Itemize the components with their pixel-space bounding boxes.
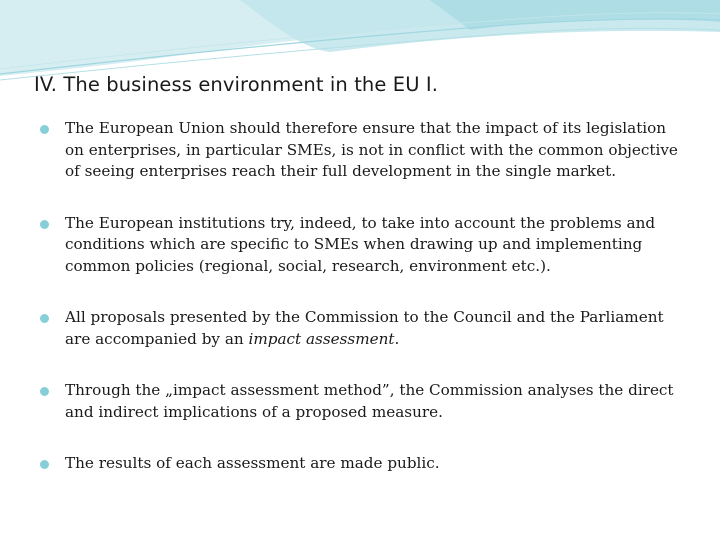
bullet-dot-icon	[40, 387, 49, 396]
bullet-item	[38, 118, 678, 183]
bullet-item	[38, 453, 678, 475]
bullet-text: The European institutions try, indeed, to take into account the problems and conditions which are specific to SMEs when drawing up and implementing common policies (regional, social, research, environment etc.).	[65, 213, 656, 275]
impact-assessment-emphasis: impact assessment	[248, 329, 395, 348]
bullet-text: The European Union should therefore ensure that the impact of its legislation on enterprises, in particular SMEs, is not in conflict with the common objective of seeing enterprises reach their full development in the single market.	[65, 119, 678, 180]
bullet-item	[38, 307, 678, 350]
bullet-text-after: .	[394, 329, 400, 348]
bullet-dot-icon	[40, 220, 49, 229]
bullet-list	[38, 118, 678, 475]
bullet-dot-icon	[40, 460, 49, 469]
bullet-item	[38, 380, 678, 423]
slide-title: IV. The business environment in the EU I.	[34, 73, 439, 96]
bullet-text: The results of each assessment are made public.	[65, 454, 440, 472]
bullet-text: Through the „impact assessment method”, the Commission analyses the direct and indirect implications of a proposed measure.	[65, 381, 674, 421]
bullet-dot-icon	[40, 125, 49, 134]
bullet-dot-icon	[40, 314, 49, 323]
bullet-text-before: All proposals presented by the Commission to the Council and the Parliament are accompanied by an	[65, 308, 664, 348]
bullet-item	[38, 213, 678, 278]
